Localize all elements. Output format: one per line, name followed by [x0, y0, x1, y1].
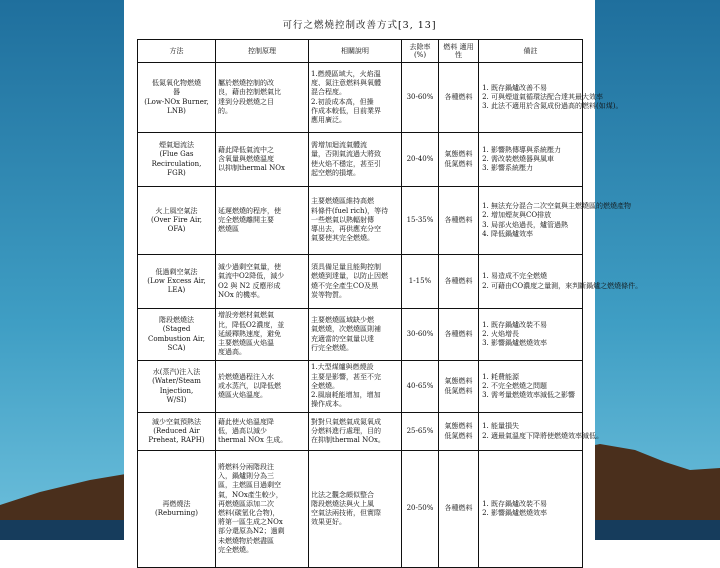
notes-list [481, 202, 631, 239]
notes-cell [479, 187, 631, 255]
cell-line: 應用廣泛。 [311, 115, 346, 124]
cell-line: 或水蒸汽，以降低燃 [218, 381, 281, 390]
principle-cell [216, 63, 309, 133]
cell-line: 完全燃燒。 [218, 545, 253, 554]
cell-line: 於燃燒過程注入水 [218, 372, 274, 381]
cell-line: 導出去，再供應充分空 [311, 225, 381, 234]
note-item: 2. 影響鍋爐燃燒效率 [491, 509, 580, 518]
cell-line: 比，降低O2濃度，並 [218, 320, 285, 329]
explanation-cell [309, 451, 402, 568]
note-item: 3. 局部火焰過長，爐管過熱 [491, 221, 580, 230]
cell-line: 將第一區生成之NOx [218, 518, 283, 527]
fuel-cell [439, 413, 479, 451]
fuel-cell [439, 361, 479, 413]
cell-line: 減少空氣預熱法 [152, 417, 201, 426]
note-item: 3. 需考量燃燒效率減低之影響 [491, 391, 580, 400]
note-item: 3. 此法不適用於含氮成份過高的燃料(如煤)。 [491, 102, 580, 111]
cell-line: 比法之觀念頗似整合 [311, 490, 374, 499]
table-row [138, 63, 583, 133]
cell-line: 階段燃燒法 [159, 316, 194, 325]
method-cell [138, 361, 216, 413]
cell-line: 使火焰不穩定，甚至引 [311, 159, 381, 168]
cell-line: 燃料(碳氫化合物)， [218, 509, 280, 517]
cell-line: 主要燃燒區域缺少燃 [311, 316, 374, 325]
cell-line: (Reduced Air [153, 426, 200, 435]
cell-line: 氣態燃料 [444, 422, 473, 431]
cell-line: 度過高。 [218, 348, 246, 357]
note-item: 2. 火焰增長 [491, 330, 580, 339]
removal-cell: 30-60% [402, 309, 439, 361]
note-item: 1. 影響熱傳導與系統壓力 [491, 146, 580, 155]
cell-line: (Staged [162, 325, 191, 334]
cell-line: 延緩釋熱速度，避免 [218, 329, 281, 338]
removal-cell: 40-65% [402, 361, 439, 413]
removal-cell: 20-40% [402, 133, 439, 187]
cell-line: 1.燃燒區域大，火焰溫 [311, 69, 381, 78]
cell-line: 全燃燒。 [311, 381, 339, 390]
cell-line: 燒不完全產生CO及黑 [311, 281, 379, 290]
cell-line: (Reburning) [155, 509, 198, 517]
explanation-cell [309, 309, 402, 361]
cell-line: 火上風空氣法 [155, 206, 198, 215]
cell-line: 氣態燃料 [444, 150, 473, 159]
cell-line: (Water/Steam [152, 377, 201, 386]
principle-cell [216, 451, 309, 568]
cell-line: 低氮燃料 [444, 431, 473, 440]
note-item: 3. 影響鍋爐燃燒效率 [491, 339, 580, 348]
note-item: 2. 需改裝燃燒器與風車 [491, 155, 580, 164]
explanation-cell [309, 187, 402, 255]
cell-line: 在抑制thermal NOx。 [311, 436, 385, 445]
table-header [138, 40, 583, 63]
note-item: 2. 可藉由CO濃度之量測，來判斷鍋爐之燃燒條件。 [491, 282, 580, 291]
cell-line: 低過剩空氣法 [155, 267, 198, 276]
cell-line: 2.風扇耗能增加，增加 [311, 391, 381, 400]
note-item: 1. 無法充分混合二次空氣與主燃燒區的燃燒產物 [491, 202, 580, 211]
cell-line: Combustion Air, [148, 334, 205, 343]
cell-line: O2 與 N2 反應形成 [218, 281, 281, 290]
cell-line: 對對只氣燃氣成氮氧成 [311, 417, 381, 426]
cell-line: 行完全燃燒。 [311, 343, 353, 352]
cell-line: 減少過剩空氣量，使 [218, 263, 281, 272]
cell-line: 藉此使火焰溫度降 [218, 417, 274, 426]
principle-cell [216, 133, 309, 187]
cell-line: LEA) [167, 286, 186, 295]
cell-line: 氣燃燒，次燃燒區則補 [311, 325, 381, 334]
cell-line: (Over Fire Air, [150, 215, 203, 224]
note-item: 1. 既存鍋爐改裝不易 [491, 500, 580, 509]
cell-line: 量，否則氣流過大將致 [311, 150, 381, 159]
cell-line: 器 [173, 88, 180, 97]
cell-line: 再燃燒法 [162, 499, 191, 508]
notes-list [481, 146, 580, 174]
removal-cell: 15-35% [402, 187, 439, 255]
fuel-cell [439, 451, 479, 568]
notes-list [481, 83, 623, 112]
fuel-cell [439, 63, 479, 133]
table-row [138, 413, 583, 451]
fuel-cell [439, 187, 479, 255]
cell-line: 各種燃料 [444, 504, 473, 513]
note-item: 2. 增加煙灰與CO排放 [491, 211, 580, 220]
cell-line: 各種燃料 [444, 92, 473, 101]
cell-line: 主要燃燒區維持高燃 [311, 197, 374, 206]
method-cell [138, 451, 216, 568]
principle-cell [216, 413, 309, 451]
note-item: 3. 影響系統壓力 [491, 164, 580, 173]
cell-line: 料條件(fuel rich)，等待 [311, 206, 389, 215]
principle-cell [216, 187, 309, 255]
cell-line: LNB) [167, 106, 186, 115]
explanation-cell [309, 63, 402, 133]
cell-line: 需增加迴流氣體流 [311, 141, 367, 150]
notes-cell [479, 451, 583, 568]
cell-line: 水(蒸汽)注入法 [152, 368, 201, 377]
cell-line: 以抑制thermal NOx [218, 164, 285, 173]
explanation-cell [309, 255, 402, 309]
method-cell [138, 187, 216, 255]
principle-cell [216, 309, 309, 361]
cell-line: (Low Excess Air, [147, 276, 206, 285]
method-cell [138, 309, 216, 361]
table-row [138, 133, 583, 187]
cell-line: 2.初設成本高，但操 [311, 97, 374, 106]
column-header: 方法 [138, 40, 216, 63]
note-item: 1. 既存鍋爐改裝不易 [491, 321, 580, 330]
cell-line: 氣，NOx產生較少， [218, 490, 283, 499]
cell-line: 一些燃氣以熱輻射傳 [311, 215, 374, 224]
control-methods-table [137, 39, 643, 568]
cell-line: thermal NOx 生成。 [218, 436, 288, 445]
cell-line: 區，主燃區目過剩空 [218, 481, 281, 490]
cell-line: 主要是影響，甚至不完 [311, 372, 381, 381]
principle-cell [216, 255, 309, 309]
note-item: 1. 耗費能源 [491, 373, 580, 382]
page-title: 可行之燃燒控制改善方式[3, 13] [282, 20, 437, 31]
table-row [138, 451, 583, 568]
cell-line: NOx 的機率。 [218, 290, 265, 299]
cell-line: (Flue Gas [159, 150, 194, 159]
notes-list [481, 422, 603, 440]
cell-line: 須具備足量且能夠控制 [311, 263, 381, 272]
principle-cell [216, 361, 309, 413]
note-item: 1. 能量損失 [491, 422, 580, 431]
cell-line: Recirculation, [151, 159, 202, 168]
cell-line: 階段燃燒法與火上風 [311, 499, 374, 508]
method-cell [138, 413, 216, 451]
removal-cell: 25-65% [402, 413, 439, 451]
cell-line: 分燃料進行處理，目的 [311, 426, 381, 435]
explanation-cell [309, 413, 402, 451]
fuel-cell [439, 309, 479, 361]
cell-line: 將燃料分兩階段注 [218, 462, 274, 471]
cell-line: (Low-NOx Burner, [144, 97, 209, 106]
cell-line: 屬於燃燒控制的改 [218, 79, 274, 88]
notes-cell [479, 413, 603, 451]
cell-line: 完全燃燒離開主要 [218, 215, 274, 224]
cell-line: 各種燃料 [444, 215, 473, 224]
cell-line: 未燃燒物於燃盡區 [218, 536, 274, 545]
column-header: 備註 [479, 40, 583, 63]
cell-line: 再燃燒區添加二次 [218, 499, 274, 508]
cell-line: 低氮氧化物燃燒 [152, 79, 201, 88]
cell-line: 增設旁燃材氣燃氣 [218, 311, 274, 320]
note-item: 2. 可與煙道氣循環法配合達其最大效率 [491, 93, 580, 102]
method-cell [138, 63, 216, 133]
table-row [138, 309, 583, 361]
notes-list [481, 373, 580, 401]
cell-line: W/SI) [166, 395, 187, 404]
cell-line: 低氮燃料 [444, 159, 473, 168]
fuel-cell [439, 133, 479, 187]
removal-cell: 20-50% [402, 451, 439, 568]
method-cell [138, 133, 216, 187]
cell-line: 炭等物質。 [311, 290, 346, 299]
notes-cell [479, 133, 583, 187]
cell-line: SCA) [167, 343, 186, 352]
cell-line: 氣態燃料 [444, 377, 473, 386]
cell-line: 操作成本。 [311, 400, 346, 409]
note-item: 1. 既存鍋爐改善不易 [491, 84, 580, 93]
cell-line: 入，鍋爐則分為三 [218, 472, 274, 481]
cell-line: 氣要使其完全燃燒。 [311, 234, 374, 243]
cell-line: 藉此降低氣流中之 [218, 145, 274, 154]
cell-line: 氣流中O2降低，減少 [218, 272, 285, 281]
cell-line: 作成本較低，目前業界 [311, 106, 381, 115]
cell-line: 各種燃料 [444, 276, 473, 285]
cell-line: 含氧量與燃燒溫度 [218, 154, 274, 163]
cell-line: OFA) [167, 225, 186, 234]
cell-line: 良，藉由控制燃氣比 [218, 88, 281, 97]
column-header: 控制原理 [216, 40, 309, 63]
cell-line: 煙氣迴流法 [159, 141, 194, 150]
cell-line: 達到分段燃燒之目 [218, 97, 274, 106]
table-row [138, 361, 583, 413]
cell-line: 燒區火焰溫度。 [218, 391, 267, 400]
cell-line: 各種燃料 [444, 329, 473, 338]
note-item: 2. 適最氣溫度下降將使燃燒效率減低。 [491, 432, 580, 441]
column-header: 去除率 (%) [402, 40, 439, 63]
cell-line: 的。 [218, 106, 232, 115]
cell-line: 燃燒到達量，以防止因燃 [311, 272, 388, 281]
notes-list [481, 321, 580, 349]
column-header: 燃料 適用性 [439, 40, 479, 63]
removal-cell: 30-60% [402, 63, 439, 133]
cell-line: 主要燃燒區火焰溫 [218, 339, 274, 348]
notes-cell [479, 255, 643, 309]
note-item: 2. 不完全燃燒之問題 [491, 382, 580, 391]
cell-line: 低氮燃料 [444, 386, 473, 395]
notes-cell [479, 361, 583, 413]
cell-line: 充適當的空氣量以達 [311, 334, 374, 343]
cell-line: 混合程度。 [311, 88, 346, 97]
removal-cell: 1-15% [402, 255, 439, 309]
notes-list [481, 500, 580, 518]
explanation-cell [309, 361, 402, 413]
table-row [138, 255, 583, 309]
column-header: 相關說明 [309, 40, 402, 63]
cell-line: FGR) [167, 168, 186, 177]
notes-cell [479, 309, 583, 361]
cell-line: 起空燃的損壞。 [311, 168, 360, 177]
cell-line: 效果更好。 [311, 518, 346, 527]
cell-line: Preheat, RAPH) [148, 436, 205, 445]
table-row [138, 187, 583, 255]
cell-line: 部分還原為N2；過剩 [218, 527, 285, 536]
slide-page [124, 0, 643, 554]
cell-line: 度、氮注意燃料與氧體 [311, 79, 381, 88]
explanation-cell [309, 133, 402, 187]
notes-list [481, 272, 643, 290]
cell-line: 延遲燃燒的程序，使 [218, 206, 281, 215]
cell-line: 空氣法兩技術，但實際 [311, 509, 381, 517]
cell-line: 低，過高以減少 [218, 426, 267, 435]
note-item: 1. 易造成不完全燃燒 [491, 272, 580, 281]
notes-cell [479, 63, 623, 133]
cell-line: Injection, [159, 386, 194, 395]
note-item: 4. 降低鍋爐效率 [491, 230, 580, 239]
fuel-cell [439, 255, 479, 309]
cell-line: 燃燒區 [218, 225, 239, 234]
method-cell [138, 255, 216, 309]
cell-line: 1.大型煤爐與燃燒設 [311, 363, 374, 372]
